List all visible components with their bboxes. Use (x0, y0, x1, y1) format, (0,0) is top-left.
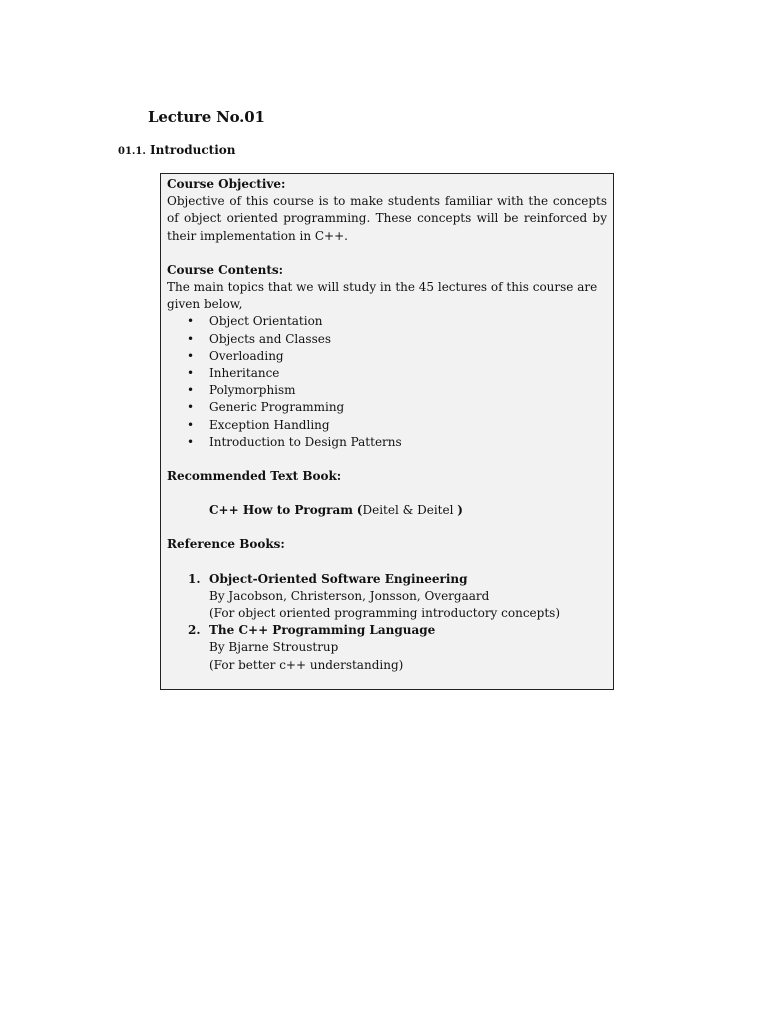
reference-note: (For better c++ understanding) (209, 657, 404, 672)
contents-heading: Course Contents: (167, 262, 284, 277)
reference-authors: By Jacobson, Christerson, Jonsson, Overgaard (209, 588, 490, 603)
bullet-icon: • (187, 348, 195, 363)
bullet-icon: • (187, 331, 195, 346)
topic-item (167, 313, 607, 330)
section-heading (118, 143, 236, 157)
references-list (167, 571, 607, 674)
topic-label: Overloading (209, 348, 284, 363)
topic-item (167, 399, 607, 416)
bullet-icon: • (187, 400, 195, 415)
section-number: 01.1. (118, 146, 146, 157)
reference-item (167, 571, 607, 623)
topic-label: Introduction to Design Patterns (209, 434, 402, 449)
topic-label: Object Orientation (209, 314, 323, 329)
lecture-title: Lecture No.01 (148, 108, 265, 126)
topics-list (167, 313, 607, 451)
reference-number: 2. (188, 623, 201, 638)
bullet-icon: • (187, 383, 195, 398)
topic-label: Polymorphism (209, 383, 296, 398)
bullet-icon: • (187, 314, 195, 329)
textbook-paren-open: ( (356, 503, 363, 518)
topic-item (167, 417, 607, 434)
spacer (167, 451, 607, 468)
bullet-icon: • (187, 434, 195, 449)
topic-label: Exception Handling (209, 417, 330, 432)
topic-item (167, 348, 607, 365)
topic-label: Objects and Classes (209, 331, 331, 346)
objective-text: Objective of this course is to make students familiar with the concepts of object oriented programming. These concepts will be reinforced by their implementation in C++. (167, 194, 607, 243)
textbook-heading: Recommended Text Book: (167, 469, 342, 484)
course-outline-box (160, 173, 614, 690)
topic-item (167, 365, 607, 382)
textbook-authors: Deitel & Deitel (362, 503, 454, 518)
textbook-title: C++ How to Program (209, 503, 353, 518)
references-heading: Reference Books: (167, 537, 285, 552)
reference-title: The C++ Programming Language (209, 623, 436, 638)
spacer (167, 245, 607, 262)
topic-item (167, 331, 607, 348)
reference-number: 1. (188, 571, 201, 586)
topic-label: Generic Programming (209, 400, 345, 415)
textbook-entry (167, 502, 607, 519)
reference-note: (For object oriented programming introductory concepts) (209, 606, 560, 621)
section-title: Introduction (150, 143, 236, 157)
objective-heading: Course Objective: (167, 177, 286, 191)
spacer (167, 519, 607, 536)
reference-authors: By Bjarne Stroustrup (209, 640, 339, 655)
topic-item (167, 382, 607, 399)
topic-label: Inheritance (209, 366, 280, 381)
spacer (167, 554, 607, 571)
reference-title: Object-Oriented Software Engineering (209, 571, 468, 586)
topic-item (167, 434, 607, 451)
contents-intro: The main topics that we will study in the 45 lectures of this course are given below, (167, 280, 598, 312)
textbook-paren-close: ) (457, 503, 463, 518)
bullet-icon: • (187, 366, 195, 381)
reference-item (167, 622, 607, 674)
spacer (167, 485, 607, 502)
bullet-icon: • (187, 417, 195, 432)
